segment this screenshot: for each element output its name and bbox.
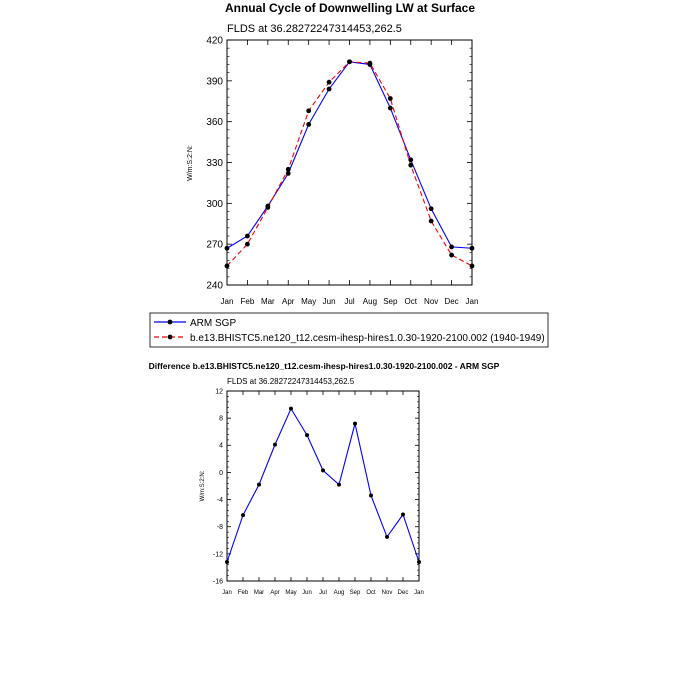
top-chart-series-0-point	[388, 106, 393, 111]
top-chart-series-line-0	[227, 62, 472, 248]
top-chart-ytick-label: 420	[206, 35, 223, 47]
top-chart-series-1-point	[408, 163, 413, 168]
top-chart-xtick-label: Sep	[383, 297, 398, 306]
top-chart-series-0-point	[225, 246, 230, 251]
bottom-chart-xtick-label: Jan	[414, 590, 424, 596]
top-chart-xtick-label: Jul	[344, 297, 355, 306]
bottom-chart-series-0-point	[417, 560, 421, 564]
bottom-chart-ytick-label: -4	[216, 497, 223, 505]
bottom-chart-series-line-0	[227, 409, 419, 562]
top-chart-ytick-label: 300	[206, 198, 223, 210]
top-chart-series-1-point	[388, 96, 393, 101]
top-chart-plot	[206, 36, 478, 307]
top-chart-xtick-label: Feb	[240, 297, 255, 306]
bottom-chart-series-0-point	[257, 483, 261, 487]
top-chart-series-line-1	[227, 62, 472, 266]
bottom-chart-series-0-point	[305, 433, 309, 437]
top-chart-series-0-point	[408, 157, 413, 162]
legend-label-obs: ARM SGP	[190, 318, 237, 329]
top-chart-xtick-label: May	[301, 297, 317, 306]
top-chart-xtick-label: Jan	[465, 297, 479, 306]
bottom-chart-series-0-point	[289, 407, 293, 411]
top-chart-series-0-point	[245, 234, 250, 239]
top-chart-series-1-point	[327, 80, 332, 85]
bottom-chart-xtick-label: Mar	[253, 590, 265, 596]
top-chart-subtitle: FLDS at 36.28272247314453,262.5	[227, 23, 402, 35]
top-chart-series-1-point	[368, 61, 373, 66]
top-chart-xtick-label: Dec	[444, 297, 459, 306]
top-chart-ytick-label: 330	[206, 158, 223, 169]
bottom-chart-ytick-label: -16	[212, 578, 223, 586]
bottom-chart-xtick-label: Feb	[237, 590, 249, 596]
bottom-chart-ytick-label: 12	[215, 388, 223, 396]
bottom-chart-xtick-label: Dec	[397, 590, 409, 596]
bottom-chart-ytick-label: -8	[216, 524, 223, 532]
bottom-chart-series-0-point	[369, 494, 373, 498]
bottom-chart-title: Difference b.e13.BHISTC5.ne120_t12.cesm-ihesp-hires1.0.30-1920-2100.002 - ARM SGP	[148, 361, 500, 371]
top-chart-legend	[150, 313, 548, 347]
top-chart-series-1-point	[470, 264, 475, 269]
top-chart-series-0-point	[449, 244, 454, 249]
top-chart-frame	[227, 40, 472, 285]
top-chart-series-1-point	[306, 108, 311, 113]
bottom-chart-frame	[227, 391, 419, 581]
bottom-chart-series-0-point	[401, 513, 405, 517]
top-chart-xtick-label: Mar	[260, 297, 275, 306]
bottom-chart-ytick-label: 0	[219, 469, 223, 477]
bottom-chart-xtick-label: Jan	[222, 590, 232, 596]
bottom-chart-series-0-point	[337, 483, 341, 487]
bottom-chart-series-0-point	[385, 535, 389, 539]
top-chart-series-1-point	[286, 167, 291, 172]
top-chart-ytick-label: 390	[206, 76, 223, 88]
top-chart-series-0-point	[306, 122, 311, 127]
top-chart-xtick-label: Nov	[424, 297, 439, 306]
bottom-chart-series-0-point	[353, 422, 357, 426]
bottom-chart-ytick-label: 4	[219, 442, 223, 450]
legend-marker-obs	[168, 320, 173, 325]
bottom-chart-xtick-label: Sep	[349, 590, 361, 596]
top-chart-xtick-label: Jan	[220, 297, 234, 306]
bottom-chart-xtick-label: Aug	[333, 590, 345, 596]
bottom-chart-xtick-label: Apr	[270, 590, 280, 596]
bottom-chart-series-0-point	[241, 513, 245, 517]
top-chart-ytick-label: 240	[206, 280, 223, 292]
top-chart-series-1-point	[245, 242, 250, 247]
top-chart-series-1-point	[225, 264, 230, 269]
bottom-chart-xtick-label: Jun	[302, 590, 312, 596]
bottom-chart-plot	[213, 388, 424, 596]
bottom-chart-ylabel: W/m:S:2:N:	[200, 470, 206, 502]
top-chart-series-1-point	[449, 253, 454, 258]
bottom-chart-xtick-label: Oct	[366, 590, 376, 596]
top-chart-xtick-label: Oct	[404, 297, 417, 306]
legend-label-model: b.e13.BHISTC5.ne120_t12.cesm-ihesp-hires1.0.30-1920-2100.002 (1940-1949)	[190, 333, 545, 344]
top-chart-series-0-point	[327, 87, 332, 92]
top-chart-series-1-point	[429, 219, 434, 224]
bottom-chart-xtick-label: May	[285, 590, 297, 596]
bottom-chart-ytick-label: 8	[219, 415, 223, 423]
top-chart-series-0-point	[470, 246, 475, 251]
top-chart-series-1-point	[347, 59, 352, 64]
top-chart-ylabel: W/m:S:2:N:	[187, 145, 194, 181]
top-chart-series-0-point	[429, 206, 434, 211]
bottom-chart-ytick-label: -12	[212, 551, 223, 559]
top-chart-series-1-point	[265, 205, 270, 210]
top-chart-xtick-label: Aug	[362, 297, 378, 306]
top-chart-ytick-label: 360	[206, 117, 223, 129]
bottom-chart-xtick-label: Jul	[319, 590, 327, 596]
top-chart-title: Annual Cycle of Downwelling LW at Surface	[224, 1, 476, 15]
bottom-chart-xtick-label: Nov	[381, 590, 393, 596]
top-chart-xtick-label: Jun	[322, 297, 336, 306]
bottom-chart-series-0-point	[273, 443, 277, 447]
bottom-chart-series-0-point	[321, 468, 325, 472]
top-chart-series-0-point	[286, 171, 291, 176]
legend-marker-model	[168, 335, 173, 340]
bottom-chart-subtitle: FLDS at 36.28272247314453,262.5	[227, 377, 355, 386]
top-chart-xtick-label: Apr	[282, 297, 295, 306]
bottom-chart-series-0-point	[225, 560, 229, 564]
top-chart-ytick-label: 270	[206, 239, 223, 251]
